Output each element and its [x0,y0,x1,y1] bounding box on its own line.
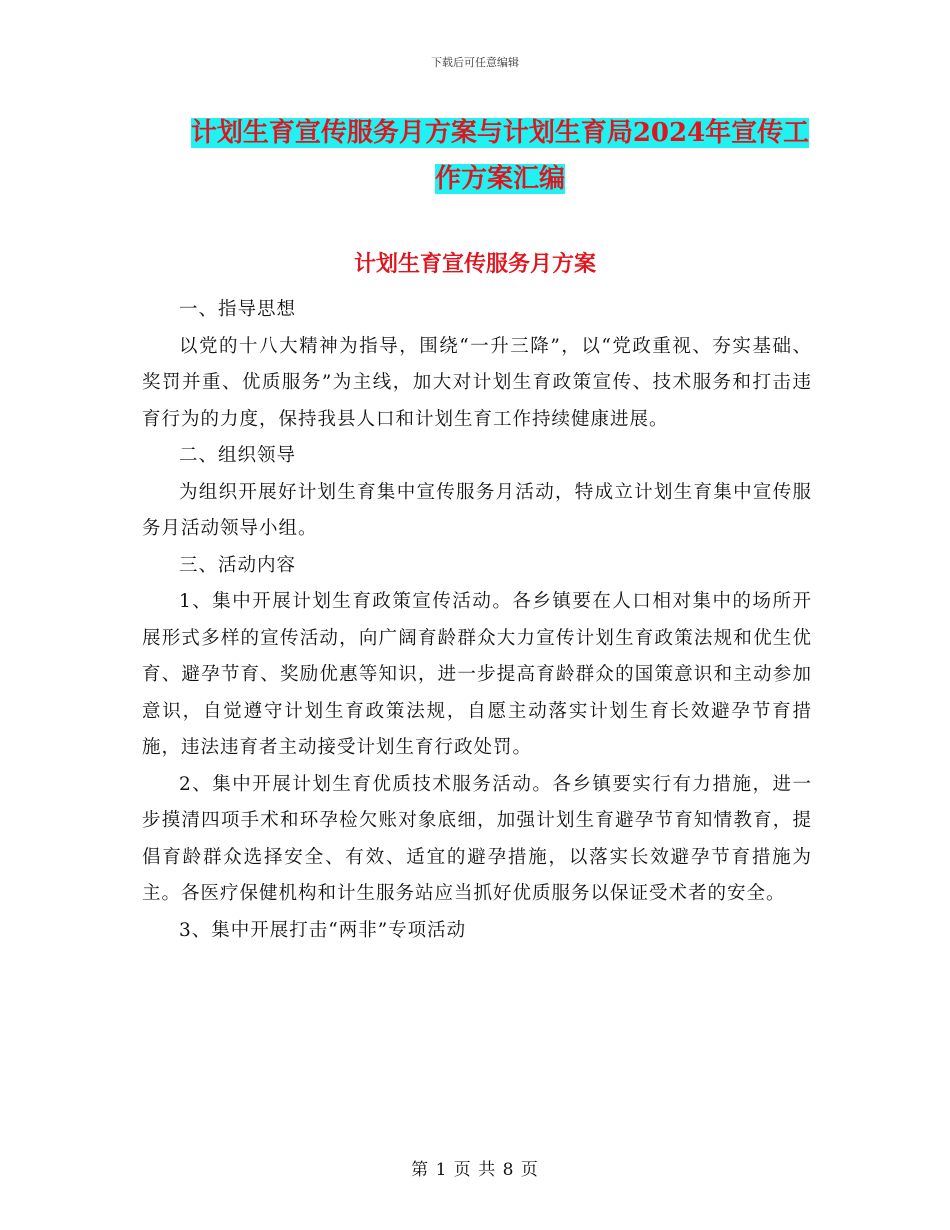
document-body [142,292,812,949]
paragraph-activity-2: 2、集中开展计划生育优质技术服务活动。各乡镇要实行有力措施，进一步摸清四项手术和环孕检欠账对象底细，加强计划生育避孕节育知情教育，提倡育龄群众选择安全、有效、适宜的避孕措施，以落实长效避孕节育措施为主。各医疗保健机构和计生服务站应当抓好优质服务以保证受术者的安全。 [142,773,812,904]
paragraph-activity-1: 1、集中开展计划生育政策宣传活动。各乡镇要在人口相对集中的场所开展形式多样的宣传活动，向广阔育龄群众大力宣传计划生育政策法规和优生优育、避孕节育、奖励优惠等知识，进一步提高育龄群众的国策意识和主动参加意识，自觉遵守计划生育政策法规，自愿主动落实计划生育长效避孕节育措施，违法违育者主动接受计划生育行政处罚。 [142,591,812,758]
page-number: 第 1 页 共 8 页 [411,1160,539,1180]
heading-organization: 二、组织领导 [179,445,297,466]
heading-guiding-thought: 一、指导思想 [179,299,297,320]
document-title-line-1: 计划生育宣传服务月方案与计划生育局2024年宣传工 [190,118,810,148]
paragraph-activity-3: 3、集中开展打击“两非”专项活动 [179,919,467,941]
paragraph-organization: 为组织开展好计划生育集中宣传服务月活动，特成立计划生育集中宣传服务月活动领导小组。 [142,481,812,539]
document-title-line-2: 作方案汇编 [434,164,565,194]
section-title: 计划生育宣传服务月方案 [353,251,596,277]
document-title [150,110,850,202]
header-note: 下载后可任意编辑 [431,56,519,69]
paragraph-guiding-thought: 以党的十八大精神为指导，围绕“一升三降”，以“党政重视、夯实基础、奖罚并重、优质服务”为主线，加大对计划生育政策宣传、技术服务和打击违育行为的力度，保持我县人口和计划生育工作持续健康进展。 [142,335,812,430]
heading-activities: 三、活动内容 [179,554,297,576]
